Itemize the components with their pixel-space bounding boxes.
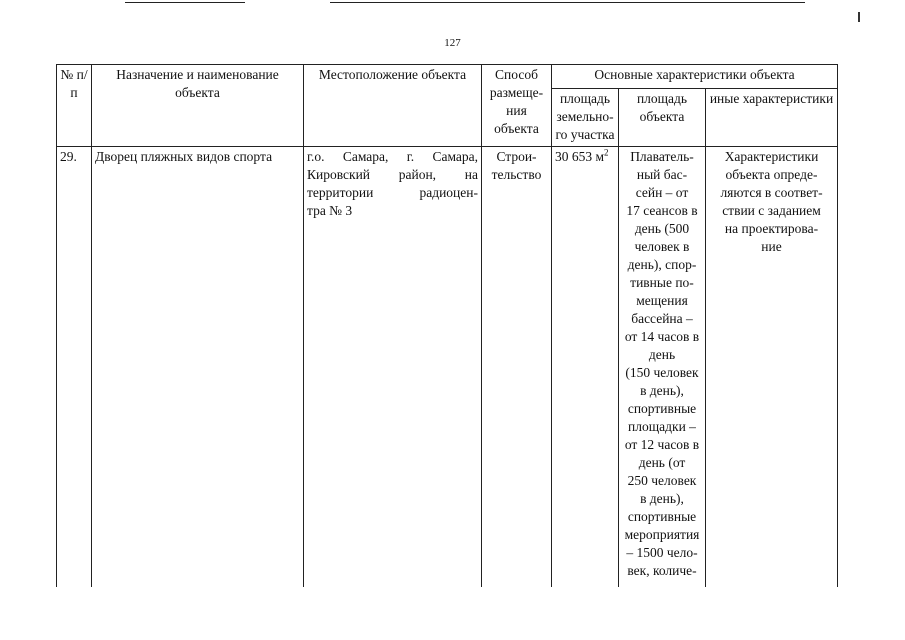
text-line: сейн – от [635,185,689,200]
text-line: ный бас- [636,167,688,182]
header-name: Назначение и наименование объекта [92,65,304,147]
text-line: мероприятия [624,527,700,542]
land-area-unit-power: 2 [604,147,609,158]
text-line: Строи- [496,149,537,164]
header-object-area: площадь объекта [619,89,706,147]
text-line: спортивные [627,509,697,524]
text-line: человек в [634,239,690,254]
text-line: тра № 3 [307,203,353,218]
text-line: мещения [636,293,688,308]
text-line: век, количе- [627,563,697,578]
text-line: на проектирова- [724,221,819,236]
header-characteristics: Основные характеристики объекта [552,65,838,89]
text-line: день [648,347,676,362]
text-line: ствии с заданием [722,203,821,218]
row-location [304,147,482,587]
scan-top-rule-left [125,2,245,3]
text-line: Характеристики [724,149,819,164]
land-area-value: 30 653 м [555,149,605,164]
text-line: ляются в соответ- [720,185,823,200]
row-other-characteristics [706,147,838,587]
text-line: – 1500 чело- [626,545,698,560]
text-line: ние [761,239,782,254]
scan-edge-mark [858,12,860,22]
text-line: в день), [640,383,684,398]
header-method: Способ размеще-ния объекта [482,65,552,147]
object-registry-table [56,64,838,587]
row-number: 29. [57,147,92,587]
text-line: от 14 часов в [624,329,700,344]
text-line: тельство [491,167,542,182]
text-line: день (500 [634,221,690,236]
text-line: тивные по- [630,275,694,290]
text-line: объекта опреде- [725,167,818,182]
scan-top-rule-right [330,2,805,3]
text-line: г.о. Самара, г. Самара, [307,149,478,164]
page-number: 127 [444,37,461,49]
header-land-area: площадь земельно-го участка [552,89,619,147]
text-line: день (от [638,455,686,470]
text-line: бассейна – [631,311,693,326]
text-line: Кировский район, на [307,167,478,182]
text-line: (150 человек [625,365,699,380]
text-line: территории радиоцен- [307,185,478,200]
text-line: в день), [640,491,684,506]
text-line: спортивные [627,401,697,416]
table-row [57,147,838,587]
text-line: 17 сеансов в [626,203,698,218]
text-line: Плаватель- [630,149,694,164]
header-number: № п/п [57,65,92,147]
row-object-name: Дворец пляжных видов спорта [92,147,304,587]
text-line: 250 человек [627,473,697,488]
header-location: Местоположение объекта [304,65,482,147]
text-line: от 12 часов в [624,437,700,452]
text-line: площадки – [628,419,696,434]
row-object-area [619,147,706,587]
header-other: иные характеристики [706,89,838,147]
row-land-area [552,147,619,587]
row-method [482,147,552,587]
text-line: день), спор- [627,257,697,272]
